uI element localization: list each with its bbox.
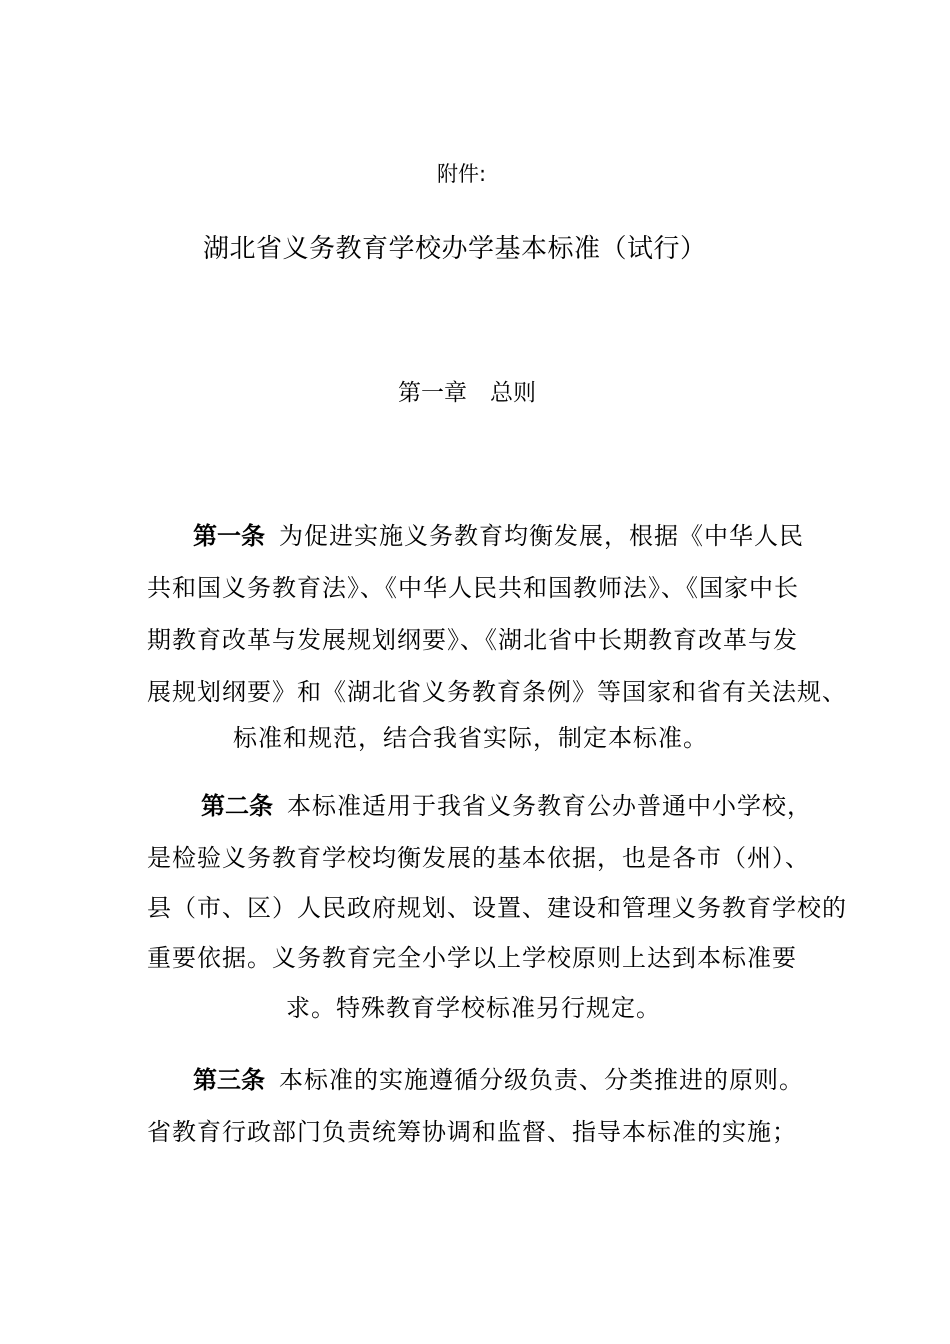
article-text: 为促进实施义务教育均衡发展，根据《中华人民 — [279, 522, 804, 550]
article-line: 省教育行政部门负责统筹协调和监督、指导本标准的实施； — [147, 1118, 797, 1146]
article-line: 标准和规范，结合我省实际，制定本标准。 — [233, 724, 708, 752]
article-line: 县（市、区）人民政府规划、设置、建设和管理义务教育学校的 — [147, 894, 847, 922]
article-line — [201, 786, 812, 821]
article-heading: 第三条 — [193, 1066, 265, 1094]
article-line — [193, 516, 804, 551]
article-text: 本标准适用于我省义务教育公办普通中小学校， — [287, 792, 812, 820]
article-line: 期教育改革与发展规划纲要》、《湖北省中长期教育改革与发 — [147, 626, 798, 654]
article-line: 是检验义务教育学校均衡发展的基本依据，也是各市（州）、 — [147, 844, 810, 872]
article-text: 本标准的实施遵循分级负责、分类推进的原则。 — [279, 1066, 804, 1094]
article-line: 重要依据。义务教育完全小学以上学校原则上达到本标准要 — [147, 944, 797, 972]
article-line: 共和国义务教育法》、《中华人民共和国教师法》、《国家中长 — [147, 574, 799, 602]
article-heading: 第一条 — [193, 522, 265, 550]
attachment-label: 附件: — [437, 162, 487, 186]
article-line — [193, 1060, 804, 1095]
article-line: 求。特殊教育学校标准另行规定。 — [286, 994, 661, 1022]
article-heading: 第二条 — [201, 792, 273, 820]
article-line: 展规划纲要》和《湖北省义务教育条例》等国家和省有关法规、 — [147, 678, 847, 706]
document-title: 湖北省义务教育学校办学基本标准（试行） — [203, 234, 707, 264]
chapter-heading: 第一章 总则 — [398, 380, 536, 406]
